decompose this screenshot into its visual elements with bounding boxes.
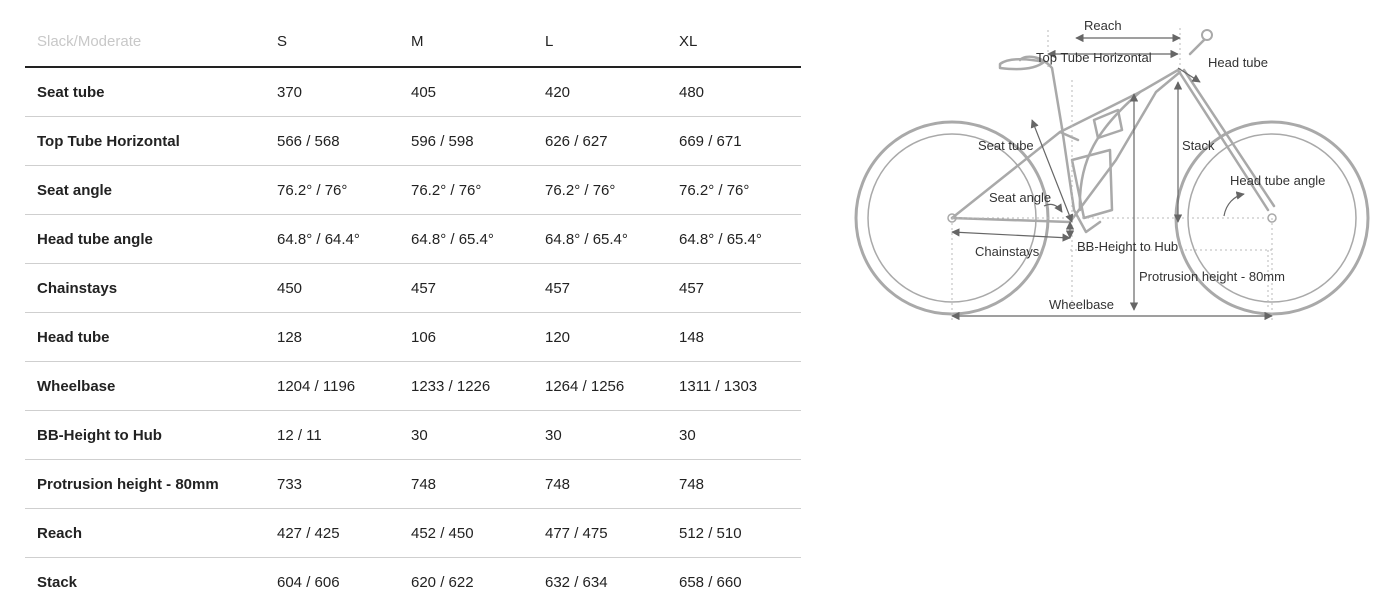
variant-label: Slack/Moderate bbox=[25, 16, 265, 67]
table-row bbox=[25, 411, 801, 460]
row-label: Top Tube Horizontal bbox=[25, 117, 265, 166]
label-seat-angle: Seat angle bbox=[989, 190, 1052, 205]
cell-value: 480 bbox=[667, 67, 801, 117]
cell-value: 64.8° / 65.4° bbox=[533, 215, 667, 264]
label-seat-tube: Seat tube bbox=[978, 138, 1034, 153]
cell-value: 632 / 634 bbox=[545, 573, 608, 591]
cell-value: 128 bbox=[265, 313, 399, 362]
label-bb-height: BB-Height to Hub bbox=[1077, 239, 1179, 254]
cell-value: 1264 / 1256 bbox=[533, 362, 667, 411]
table-row bbox=[25, 313, 801, 362]
table-row bbox=[25, 509, 801, 558]
label-wheelbase: Wheelbase bbox=[1049, 297, 1115, 312]
label-protrusion: Protrusion height - 80mm bbox=[1139, 269, 1285, 284]
cell-value: 370 bbox=[265, 67, 399, 117]
cell-value: 148 bbox=[667, 313, 801, 362]
row-label: Protrusion height - 80mm bbox=[25, 460, 265, 509]
cell-value: 30 bbox=[399, 411, 533, 460]
cell-value: 658 / 660 bbox=[679, 573, 742, 591]
cell-value: 450 bbox=[265, 264, 399, 313]
cell-value: 457 bbox=[399, 264, 533, 313]
cell-value: 596 / 598 bbox=[399, 117, 533, 166]
bike-geometry-diagram bbox=[848, 10, 1378, 330]
row-label: Stack bbox=[37, 573, 78, 591]
label-top-tube: Top Tube Horizontal bbox=[1036, 50, 1152, 65]
size-header-l: L bbox=[533, 16, 667, 67]
row-label: Chainstays bbox=[25, 264, 265, 313]
row-label: Reach bbox=[25, 509, 265, 558]
size-header-xl: XL bbox=[667, 16, 801, 67]
table-row bbox=[25, 264, 801, 313]
table-row bbox=[25, 215, 801, 264]
label-reach: Reach bbox=[1084, 18, 1122, 33]
row-label: Head tube bbox=[25, 313, 265, 362]
table-header-row bbox=[25, 16, 801, 67]
cell-value: 457 bbox=[533, 264, 667, 313]
cell-value: 30 bbox=[667, 411, 801, 460]
row-label: Wheelbase bbox=[25, 362, 265, 411]
row-label: BB-Height to Hub bbox=[25, 411, 265, 460]
cell-value: 30 bbox=[533, 411, 667, 460]
cell-value: 620 / 622 bbox=[411, 573, 474, 591]
table-row bbox=[25, 67, 801, 117]
cell-value: 748 bbox=[533, 460, 667, 509]
cell-value: 1204 / 1196 bbox=[265, 362, 399, 411]
cell-value: 76.2° / 76° bbox=[265, 166, 399, 215]
cell-value: 457 bbox=[667, 264, 801, 313]
cell-value: 669 / 671 bbox=[667, 117, 801, 166]
cell-value: 1311 / 1303 bbox=[667, 362, 801, 411]
cell-value: 604 / 606 bbox=[277, 573, 340, 591]
size-header-s: S bbox=[265, 16, 399, 67]
cell-value: 106 bbox=[399, 313, 533, 362]
cell-value: 64.8° / 64.4° bbox=[265, 215, 399, 264]
handlebar-illustration bbox=[1202, 30, 1212, 40]
cell-value: 76.2° / 76° bbox=[399, 166, 533, 215]
cell-value: 64.8° / 65.4° bbox=[667, 215, 801, 264]
cell-value: 76.2° / 76° bbox=[533, 166, 667, 215]
cell-value: 1233 / 1226 bbox=[399, 362, 533, 411]
cell-value: 420 bbox=[533, 67, 667, 117]
cell-value: 477 / 475 bbox=[533, 509, 667, 558]
label-head-tube-angle: Head tube angle bbox=[1230, 173, 1326, 188]
label-stack: Stack bbox=[1182, 138, 1215, 153]
cell-value: 64.8° / 65.4° bbox=[399, 215, 533, 264]
table-row bbox=[25, 558, 801, 607]
cell-value: 512 / 510 bbox=[667, 509, 801, 558]
cell-value: 427 / 425 bbox=[265, 509, 399, 558]
row-label: Seat angle bbox=[25, 166, 265, 215]
table-row bbox=[25, 460, 801, 509]
cell-value: 12 / 11 bbox=[265, 411, 399, 460]
cell-value: 748 bbox=[399, 460, 533, 509]
cell-value: 120 bbox=[533, 313, 667, 362]
cell-value: 405 bbox=[399, 67, 533, 117]
row-label: Head tube angle bbox=[25, 215, 265, 264]
cell-value: 733 bbox=[265, 460, 399, 509]
table-row bbox=[25, 362, 801, 411]
cell-value: 626 / 627 bbox=[533, 117, 667, 166]
size-header-m: M bbox=[399, 16, 533, 67]
cell-value: 452 / 450 bbox=[399, 509, 533, 558]
label-head-tube: Head tube bbox=[1208, 55, 1268, 70]
cell-value: 76.2° / 76° bbox=[667, 166, 801, 215]
cell-value: 748 bbox=[667, 460, 801, 509]
label-chainstays: Chainstays bbox=[975, 244, 1040, 259]
cell-value: 566 / 568 bbox=[265, 117, 399, 166]
table-row bbox=[25, 166, 801, 215]
row-label: Seat tube bbox=[25, 67, 265, 117]
geometry-table bbox=[25, 16, 801, 606]
table-row bbox=[25, 117, 801, 166]
